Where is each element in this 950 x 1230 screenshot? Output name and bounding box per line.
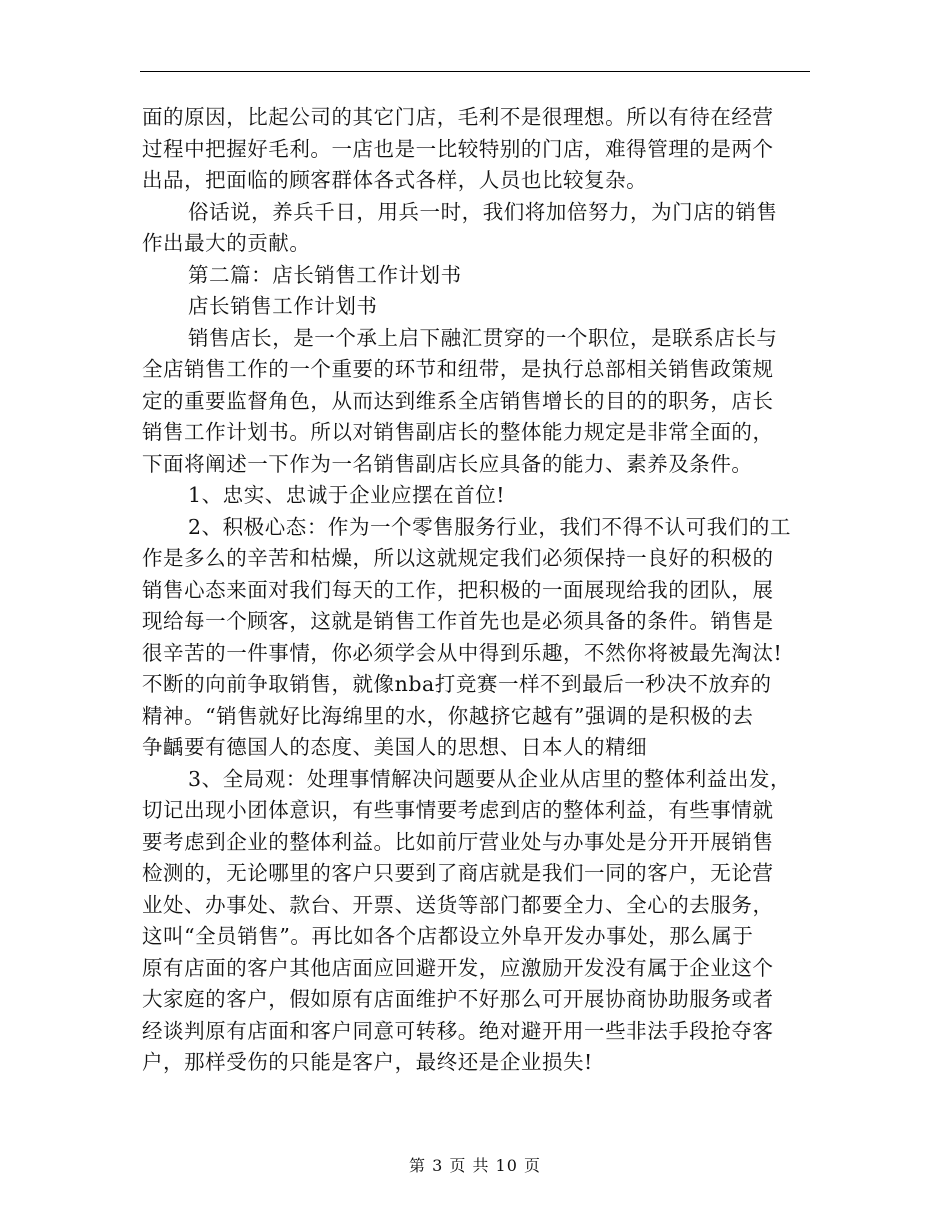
header-rule <box>140 71 810 72</box>
text-line: 切记出现小团体意识，有些事情要考虑到店的整体利益，有些事情就 <box>142 798 774 822</box>
text-line: 这叫“全员销售”。再比如各个店都设立外阜开发办事处，那么属于 <box>142 924 754 948</box>
text-line: 定的重要监督角色，从而达到维系全店销售增长的目的的职务，店长 <box>142 388 774 413</box>
text-line: 精神。“销售就好比海绵里的水，你越挤它越有”强调的是积极的去 <box>142 703 754 728</box>
text-line: 俗话说，养兵千日，用兵一时，我们将加倍努力，为门店的销售 <box>188 199 778 224</box>
page-number: 第 3 页 共 10 页 <box>409 1156 541 1175</box>
text-line: 出品，把面临的顾客群体各式各样，人员也比较复杂。 <box>142 168 648 192</box>
text-line: 作出最大的贡献。 <box>142 231 311 255</box>
text-line: 现给每一个顾客，这就是销售工作首先也是必须具备的条件。销售是 <box>142 609 774 633</box>
text-line: 原有店面的客户其他店面应回避开发，应激励开发没有属于企业这个 <box>142 955 774 980</box>
text-line: 销售心态来面对我们每天的工作，把积极的一面展现给我的团队，展 <box>142 577 774 602</box>
section-heading: 第二篇：店长销售工作计划书 <box>188 262 462 287</box>
text-line: 户，那样受伤的只能是客户，最终还是企业损失! <box>142 1050 593 1074</box>
document-body <box>142 102 812 1079</box>
text-line: 全店销售工作的一个重要的环节和纽带，是执行总部相关销售政策规 <box>142 357 774 381</box>
text-line: 销售店长，是一个承上启下融汇贯穿的一个职位，是联系店长与 <box>188 325 778 350</box>
list-item: 1、忠实、忠诚于企业应摆在首位! <box>188 483 506 507</box>
text-line: 要考虑到企业的整体利益。比如前厅营业处与办事处是分开开展销售 <box>142 829 774 854</box>
text-line: 作是多么的辛苦和枯燥，所以这就规定我们必须保持一良好的积极的 <box>142 546 774 570</box>
text-line: 过程中把握好毛利。一店也是一比较特别的门店，难得管理的是两个 <box>142 136 774 161</box>
text-line: 面的原因，比起公司的其它门店，毛利不是很理想。所以有待在经营 <box>142 105 774 129</box>
text-line: 销售工作计划书。所以对销售副店长的整体能力规定是非常全面的， <box>142 420 774 444</box>
list-item: 3、全局观：处理事情解决问题要从企业从店里的整体利益出发， <box>188 766 791 791</box>
text-line: 经谈判原有店面和客户同意可转移。绝对避开用一些非法手段抢夺客 <box>142 1018 774 1043</box>
text-line: 检测的，无论哪里的客户只要到了商店就是我们一同的客户，无论营 <box>142 861 774 885</box>
text-line: 大家庭的客户，假如原有店面维护不好那么可开展协商协助服务或者 <box>142 987 774 1011</box>
text-line: 争齲要有德国人的态度、美国人的思想、日本人的精细 <box>142 735 648 759</box>
text-line: 下面将阐述一下作为一名销售副店长应具备的能力、素养及条件。 <box>142 451 753 476</box>
list-item: 2、积极心态：作为一个零售服务行业，我们不得不认可我们的工 <box>188 514 791 539</box>
document-title: 店长销售工作计划书 <box>188 294 378 318</box>
text-line: 业处、办事处、款台、开票、送货等部门都要全力、全心的去服务， <box>142 892 774 917</box>
text-line: 很辛苦的一件事情，你必须学会从中得到乐趣，不然你将被最先淘汰! <box>142 640 783 665</box>
text-line: 不断的向前争取销售，就像nba打竞赛一样不到最后一秒决不放弃的 <box>142 672 772 696</box>
